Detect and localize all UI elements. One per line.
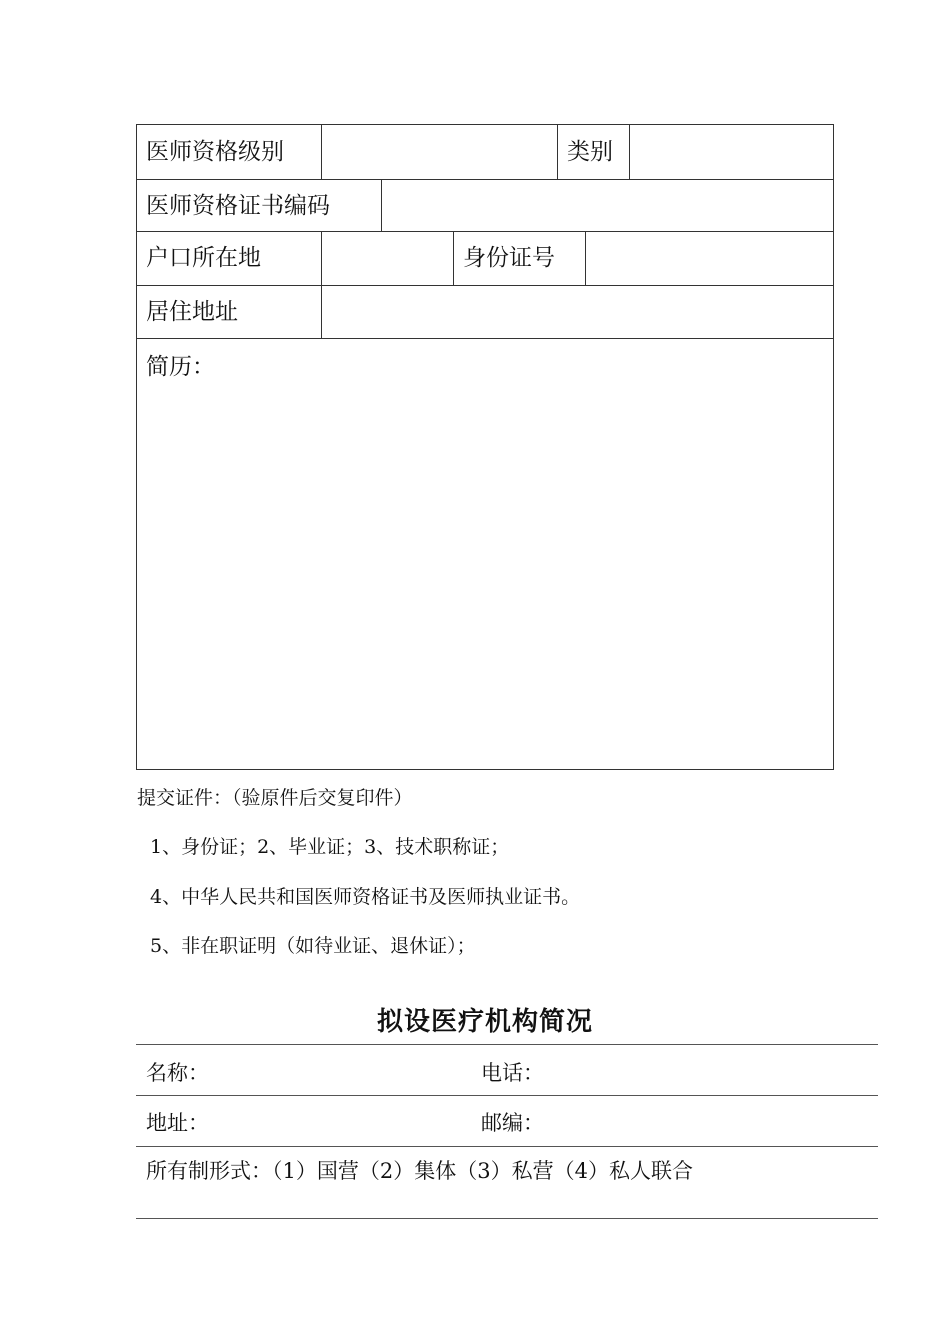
- id-number-field[interactable]: [586, 232, 833, 285]
- institution-postcode-field[interactable]: [545, 1100, 865, 1140]
- household-location-field[interactable]: [322, 232, 453, 285]
- institution-line-4: [136, 1218, 878, 1219]
- institution-name-label: 名称：: [146, 1061, 209, 1085]
- institution-address-label: 地址：: [146, 1111, 209, 1135]
- qualification-level-label: 医师资格级别: [146, 139, 284, 165]
- category-field[interactable]: [630, 126, 833, 179]
- certificate-number-field[interactable]: [382, 180, 833, 231]
- resume-label: 简历：: [146, 354, 215, 380]
- resume-field[interactable]: [138, 387, 833, 767]
- institution-address-field[interactable]: [210, 1100, 470, 1140]
- id-number-label: 身份证号: [463, 245, 555, 271]
- certificate-number-label: 医师资格证书编码: [146, 193, 330, 219]
- institution-phone-label: 电话：: [481, 1061, 544, 1085]
- row-divider-4: [137, 338, 833, 339]
- residence-address-label: 居住地址: [146, 299, 238, 325]
- row3-col-divider-2: [453, 231, 454, 285]
- institution-postcode-label: 邮编：: [481, 1111, 544, 1135]
- residence-address-field[interactable]: [322, 286, 833, 338]
- applicant-info-form: [136, 124, 834, 770]
- documents-item-3: 5、非在职证明（如待业证、退休证）；: [150, 935, 476, 957]
- ownership-label: 所有制形式：（1）国营（2）集体（3）私营（4）私人联合: [146, 1159, 693, 1183]
- institution-phone-field[interactable]: [545, 1050, 865, 1090]
- institution-section-title: 拟设医疗机构简况: [376, 1007, 593, 1037]
- institution-line-1: [136, 1044, 878, 1045]
- category-label: 类别: [567, 139, 613, 165]
- institution-line-2: [136, 1095, 878, 1096]
- documents-heading: 提交证件：（验原件后交复印件）: [137, 787, 413, 809]
- household-location-label: 户口所在地: [146, 245, 261, 271]
- documents-item-1: 1、身份证；2、毕业证；3、技术职称证；: [150, 836, 510, 858]
- documents-item-2: 4、中华人民共和国医师资格证书及医师执业证书。: [150, 886, 581, 908]
- row1-col-divider-2: [557, 125, 558, 179]
- institution-line-3: [136, 1146, 878, 1147]
- institution-name-field[interactable]: [210, 1050, 470, 1090]
- qualification-level-field[interactable]: [322, 126, 557, 179]
